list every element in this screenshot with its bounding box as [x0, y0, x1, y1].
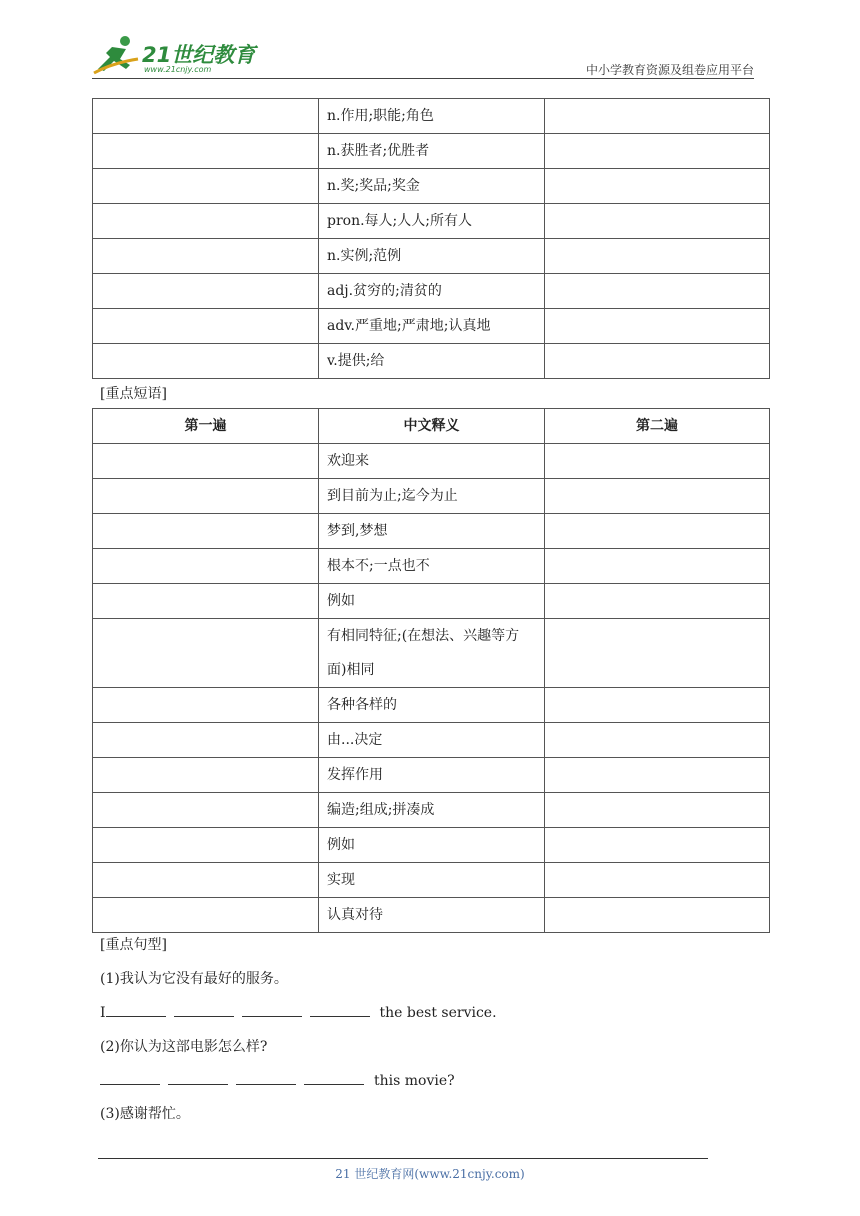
column-header-first-pass: 第一遍: [93, 409, 319, 444]
meaning-cell: 到目前为止;迄今为止: [319, 479, 545, 514]
second-pass-cell[interactable]: [545, 619, 770, 688]
sentence-prompt: (3)感谢帮忙。: [100, 1106, 190, 1122]
table-row: [93, 479, 770, 514]
second-pass-cell[interactable]: [545, 344, 770, 379]
meaning-cell: 认真对待: [319, 898, 545, 933]
first-pass-cell[interactable]: [93, 619, 319, 688]
second-pass-cell[interactable]: [545, 723, 770, 758]
table-row: [93, 723, 770, 758]
table-row: [93, 688, 770, 723]
footer-divider: [98, 1158, 708, 1159]
sentence-tail: the best service.: [379, 1005, 497, 1021]
second-pass-cell[interactable]: [545, 828, 770, 863]
sentence-prompt: (1)我认为它没有最好的服务。: [100, 971, 288, 987]
answer-blank[interactable]: [168, 1070, 228, 1085]
sentence-answer-line: [100, 1002, 497, 1021]
second-pass-cell[interactable]: [545, 309, 770, 344]
footer-link[interactable]: 21 世纪教育网(www.21cnjy.com): [335, 1167, 525, 1181]
first-pass-cell[interactable]: [93, 688, 319, 723]
first-pass-cell[interactable]: [93, 274, 319, 309]
first-pass-cell[interactable]: [93, 828, 319, 863]
meaning-cell: 梦到,梦想: [319, 514, 545, 549]
first-pass-cell[interactable]: [93, 723, 319, 758]
second-pass-cell[interactable]: [545, 793, 770, 828]
meaning-cell: n.实例;范例: [319, 239, 545, 274]
second-pass-cell[interactable]: [545, 479, 770, 514]
meaning-cell: v.提供;给: [319, 344, 545, 379]
first-pass-cell[interactable]: [93, 99, 319, 134]
meaning-cell: pron.每人;人人;所有人: [319, 204, 545, 239]
meaning-cell: 有相同特征;(在想法、兴趣等方面)相同: [319, 619, 545, 688]
meaning-cell: adj.贫穷的;清贫的: [319, 274, 545, 309]
table-row: [93, 758, 770, 793]
table-row: [93, 99, 770, 134]
column-header-second-pass: 第二遍: [545, 409, 770, 444]
phrases-section-label: [重点短语]: [100, 386, 167, 402]
first-pass-cell[interactable]: [93, 549, 319, 584]
first-pass-cell[interactable]: [93, 758, 319, 793]
table-row: [93, 793, 770, 828]
second-pass-cell[interactable]: [545, 549, 770, 584]
table-row: [93, 898, 770, 933]
phrases-table: [92, 408, 770, 933]
meaning-cell: adv.严重地;严肃地;认真地: [319, 309, 545, 344]
table-row: [93, 204, 770, 239]
second-pass-cell[interactable]: [545, 274, 770, 309]
table-row: [93, 828, 770, 863]
table-row: [93, 239, 770, 274]
first-pass-cell[interactable]: [93, 344, 319, 379]
answer-blank[interactable]: [236, 1070, 296, 1085]
meaning-cell: 例如: [319, 584, 545, 619]
sentence-tail: this movie?: [374, 1073, 455, 1089]
table-row: [93, 549, 770, 584]
second-pass-cell[interactable]: [545, 204, 770, 239]
table-row: [93, 514, 770, 549]
first-pass-cell[interactable]: [93, 479, 319, 514]
first-pass-cell[interactable]: [93, 309, 319, 344]
sentence-prompt: (2)你认为这部电影怎么样?: [100, 1039, 268, 1055]
logo-text: 21世纪教育: [142, 43, 256, 67]
second-pass-cell[interactable]: [545, 99, 770, 134]
table-row: [93, 274, 770, 309]
table-row: [93, 169, 770, 204]
sentences-section-label: [重点句型]: [100, 937, 167, 953]
logo-url: www.21cnjy.com: [144, 65, 212, 74]
column-header-meaning: 中文释义: [319, 409, 545, 444]
meaning-cell: n.作用;职能;角色: [319, 99, 545, 134]
runner-icon: [92, 33, 144, 77]
second-pass-cell[interactable]: [545, 169, 770, 204]
second-pass-cell[interactable]: [545, 758, 770, 793]
first-pass-cell[interactable]: [93, 863, 319, 898]
first-pass-cell[interactable]: [93, 169, 319, 204]
meaning-cell: 编造;组成;拼凑成: [319, 793, 545, 828]
page-header: [0, 0, 860, 80]
second-pass-cell[interactable]: [545, 688, 770, 723]
first-pass-cell[interactable]: [93, 444, 319, 479]
second-pass-cell[interactable]: [545, 239, 770, 274]
header-divider: [92, 78, 754, 79]
table-row: [93, 863, 770, 898]
answer-blank[interactable]: [310, 1002, 370, 1017]
first-pass-cell[interactable]: [93, 898, 319, 933]
table-row: [93, 134, 770, 169]
table-row: [93, 619, 770, 688]
answer-blank[interactable]: [174, 1002, 234, 1017]
answer-blank[interactable]: [242, 1002, 302, 1017]
platform-title: 中小学教育资源及组卷应用平台: [585, 63, 754, 77]
first-pass-cell[interactable]: [93, 584, 319, 619]
meaning-cell: 欢迎来: [319, 444, 545, 479]
meaning-cell: 例如: [319, 828, 545, 863]
meaning-cell: n.获胜者;优胜者: [319, 134, 545, 169]
first-pass-cell[interactable]: [93, 793, 319, 828]
meaning-cell: n.奖;奖品;奖金: [319, 169, 545, 204]
first-pass-cell[interactable]: [93, 204, 319, 239]
meaning-cell: 发挥作用: [319, 758, 545, 793]
first-pass-cell[interactable]: [93, 239, 319, 274]
table-row: [93, 309, 770, 344]
meaning-cell: 各种各样的: [319, 688, 545, 723]
sentence-answer-line: [100, 1070, 455, 1089]
first-pass-cell[interactable]: [93, 134, 319, 169]
sentence-lead: I: [100, 1005, 106, 1021]
table-row: [93, 444, 770, 479]
second-pass-cell[interactable]: [545, 584, 770, 619]
second-pass-cell[interactable]: [545, 514, 770, 549]
answer-blank[interactable]: [106, 1002, 166, 1017]
answer-blank[interactable]: [304, 1070, 364, 1085]
meaning-cell: 由...决定: [319, 723, 545, 758]
second-pass-cell[interactable]: [545, 134, 770, 169]
table-row: [93, 344, 770, 379]
table-header-row: [93, 409, 770, 444]
second-pass-cell[interactable]: [545, 863, 770, 898]
table-row: [93, 584, 770, 619]
meaning-cell: 实现: [319, 863, 545, 898]
site-logo[interactable]: [92, 33, 262, 77]
meaning-cell: 根本不;一点也不: [319, 549, 545, 584]
second-pass-cell[interactable]: [545, 898, 770, 933]
first-pass-cell[interactable]: [93, 514, 319, 549]
second-pass-cell[interactable]: [545, 444, 770, 479]
answer-blank[interactable]: [100, 1070, 160, 1085]
vocabulary-table: [92, 98, 770, 379]
